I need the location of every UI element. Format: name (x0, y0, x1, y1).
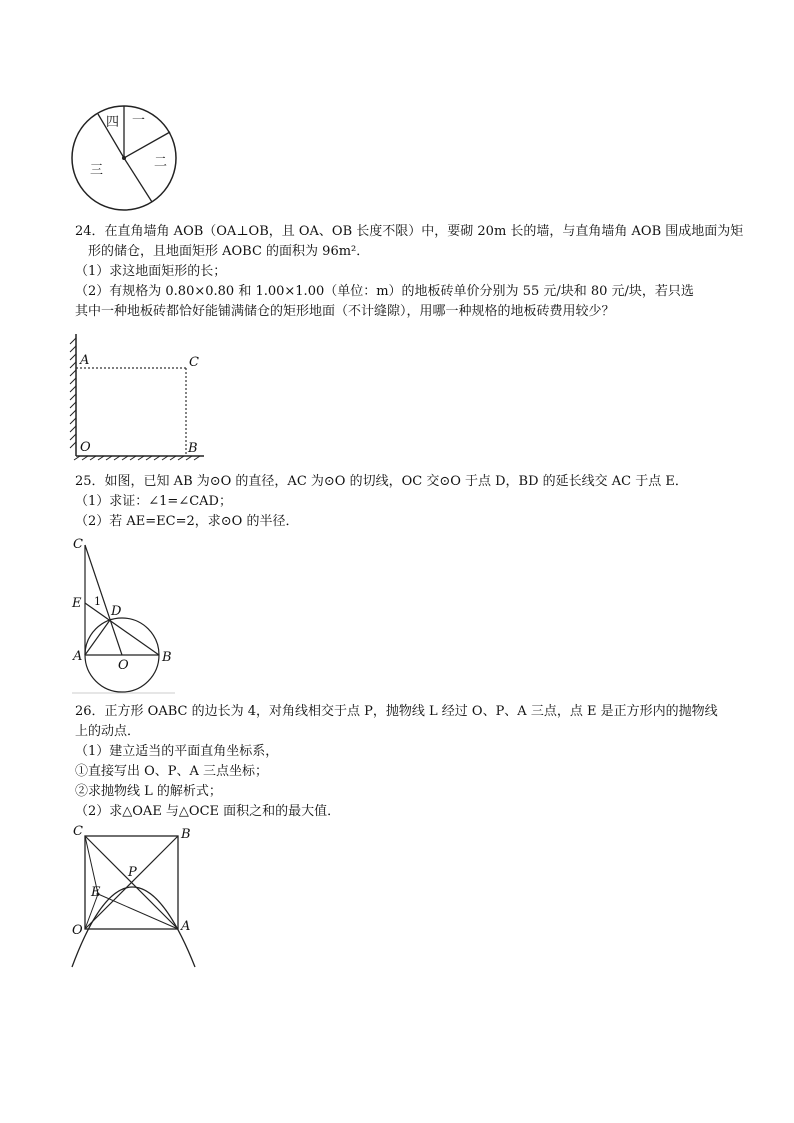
label-A: A (80, 353, 90, 368)
spinner-label-4: 四 (106, 115, 120, 130)
q24-line: 形的储仓，且地面矩形 AOBC 的面积为 96m²． (88, 244, 370, 259)
label-O: O (80, 440, 91, 455)
question-24 (75, 222, 744, 322)
q24-line: 其中一种地板砖都恰好能铺满储仓的矩形地面（不计缝隙），用哪一种规格的地板砖费用较少？ (75, 304, 615, 319)
q26-line: （2）求△OAE 与△OCE 面积之和的最大值． (75, 804, 341, 819)
label-B: B (188, 441, 198, 456)
q24-line: 24．在直角墙角 AOB（OA⊥OB，且 OA、OB 长度不限）中，要砌 20m 长的墙，与直角墙角 AOB 围成地面为矩 (75, 224, 744, 239)
segment-EA (98, 894, 178, 929)
label-D: D (111, 604, 122, 619)
q24-line: （1）求这地面矩形的长； (75, 264, 227, 279)
spinner-label-2: 二 (154, 155, 168, 170)
label-P: P (128, 865, 137, 880)
label-E: E (72, 596, 82, 611)
spinner-label-1: 一 (132, 113, 146, 128)
spinner-figure (70, 100, 180, 210)
label-A: A (73, 649, 83, 664)
question-26 (75, 702, 730, 822)
q26-line: ①直接写出 O、P、A 三点坐标； (75, 764, 269, 779)
label-C: C (73, 824, 83, 839)
spinner-divider (124, 158, 152, 202)
label-O: O (72, 923, 83, 938)
q26-line: 26．正方形 OABC 的边长为 4，对角线相交于点 P，抛物线 L 经过 O、P、A 三点，点 E 是正方形内的抛物线 (75, 704, 718, 719)
q26-figure (70, 822, 200, 972)
spinner-label-3: 三 (90, 163, 104, 178)
label-A: A (181, 919, 191, 934)
q25-line: （2）若 AE=EC=2，求⊙O 的半径． (75, 514, 299, 529)
q25-figure (70, 535, 180, 695)
label-B: B (181, 827, 191, 842)
q25-line: 25．如图，已知 AB 为⊙O 的直径，AC 为⊙O 的切线，OC 交⊙O 于点 D，BD 的延长线交 AC 于点 E． (75, 474, 688, 489)
question-25 (75, 472, 730, 532)
q24-figure (68, 332, 208, 460)
q24-line: （2）有规格为 0.80×0.80 和 1.00×1.00（单位：m）的地板砖单价分别为 55 元/块和 80 元/块，若只选 (75, 284, 694, 299)
wall-hatch-vertical (70, 338, 76, 448)
q25-line: （1）求证：∠1=∠CAD； (75, 494, 232, 509)
label-B: B (162, 650, 172, 665)
label-E: E (91, 885, 101, 900)
spinner-center (122, 156, 126, 160)
label-O: O (118, 658, 129, 673)
q26-line: ②求抛物线 L 的解析式； (75, 784, 222, 799)
q26-line: （1）建立适当的平面直角坐标系， (75, 744, 279, 759)
q26-line: 上的动点． (75, 724, 141, 739)
label-C: C (189, 355, 199, 370)
label-C: C (73, 537, 83, 552)
label-1: 1 (94, 595, 101, 608)
segment-OC (85, 545, 122, 655)
